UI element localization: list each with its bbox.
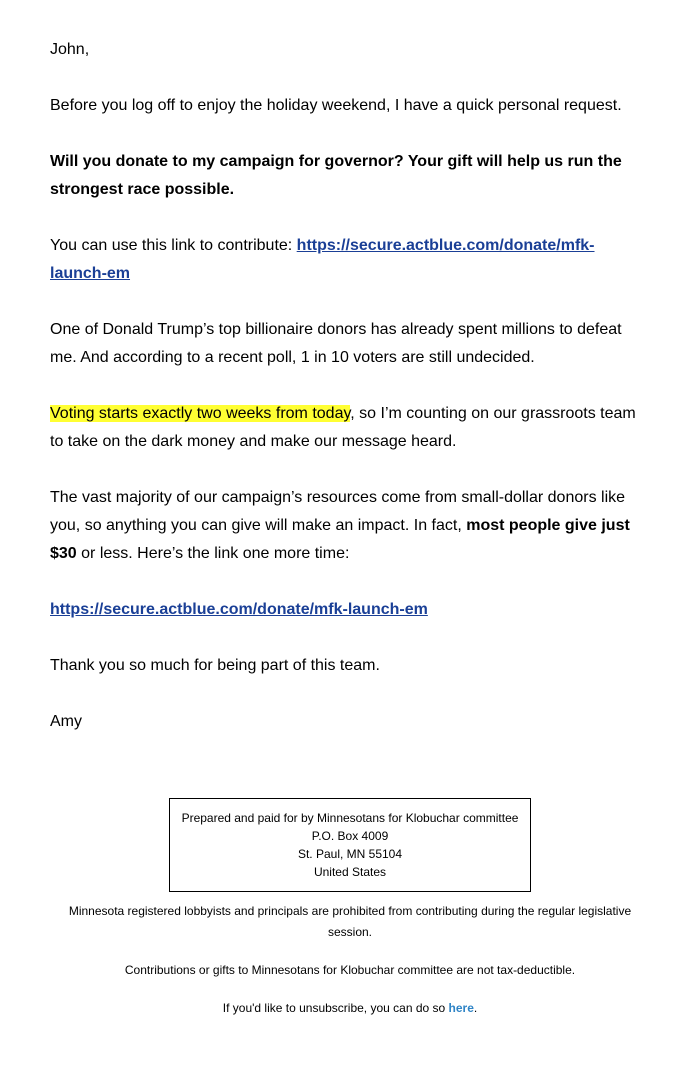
paragraph-small-donors [50, 484, 650, 568]
unsubscribe-period: . [473, 1001, 478, 1015]
tax-note: Contributions or gifts to Minnesotans for Klobuchar committee are not tax-deductible. [124, 963, 576, 977]
contribute-text: You can use this link to contribute: [50, 237, 297, 254]
paragraph-link-again [50, 596, 650, 624]
small-donors-bold: most people give just $30 [50, 517, 630, 562]
donate-link-2[interactable]: https://secure.actblue.com/donate/mfk-launch-em [50, 601, 428, 618]
donate-link-1[interactable]: https://secure.actblue.com/donate/mfk-launch-em [50, 237, 595, 282]
email-footer [0, 798, 700, 1019]
country-line: United States [313, 865, 387, 879]
paragraph-voting [50, 400, 650, 456]
email-body [50, 36, 650, 736]
disclaimer-line: Prepared and paid for by Minnesotans for Klobuchar committee [181, 811, 519, 825]
lobbyist-note: Minnesota registered lobbyists and principals are prohibited from contributing during the regular legislative session. [68, 904, 632, 939]
voting-rest-text: , so I’m counting on our grassroots team to take on the dark money and make our message heard. [50, 405, 636, 450]
city-line: St. Paul, MN 55104 [297, 847, 403, 861]
paragraph-ask [50, 148, 650, 204]
paragraph-thanks: Thank you so much for being part of this team. [50, 657, 380, 674]
paragraph-trump-donors: One of Donald Trump’s top billionaire donors has already spent millions to defeat me. And according to a recent poll, 1 in 10 voters are still undecided. [50, 321, 622, 366]
unsubscribe-text: If you'd like to unsubscribe, you can do so [222, 1001, 449, 1015]
paragraph-contribute [50, 232, 650, 288]
unsubscribe-note [60, 998, 640, 1019]
salutation: John, [50, 41, 90, 58]
voting-highlight: Voting starts exactly two weeks from today [50, 405, 351, 422]
unsubscribe-link[interactable]: here [448, 1001, 474, 1015]
small-donors-end: or less. Here’s the link one more time: [76, 545, 350, 562]
small-donors-text: The vast majority of our campaign’s resources come from small-dollar donors like you, so anything you can give will make an impact. In fact, [50, 489, 626, 534]
signature: Amy [50, 713, 82, 730]
po-box-line: P.O. Box 4009 [311, 829, 389, 843]
disclaimer-box [169, 798, 531, 892]
ask-bold-text: Will you donate to my campaign for governor? Your gift will help us run the strongest race possible. [50, 153, 622, 198]
paragraph-request: Before you log off to enjoy the holiday weekend, I have a quick personal request. [50, 97, 622, 114]
